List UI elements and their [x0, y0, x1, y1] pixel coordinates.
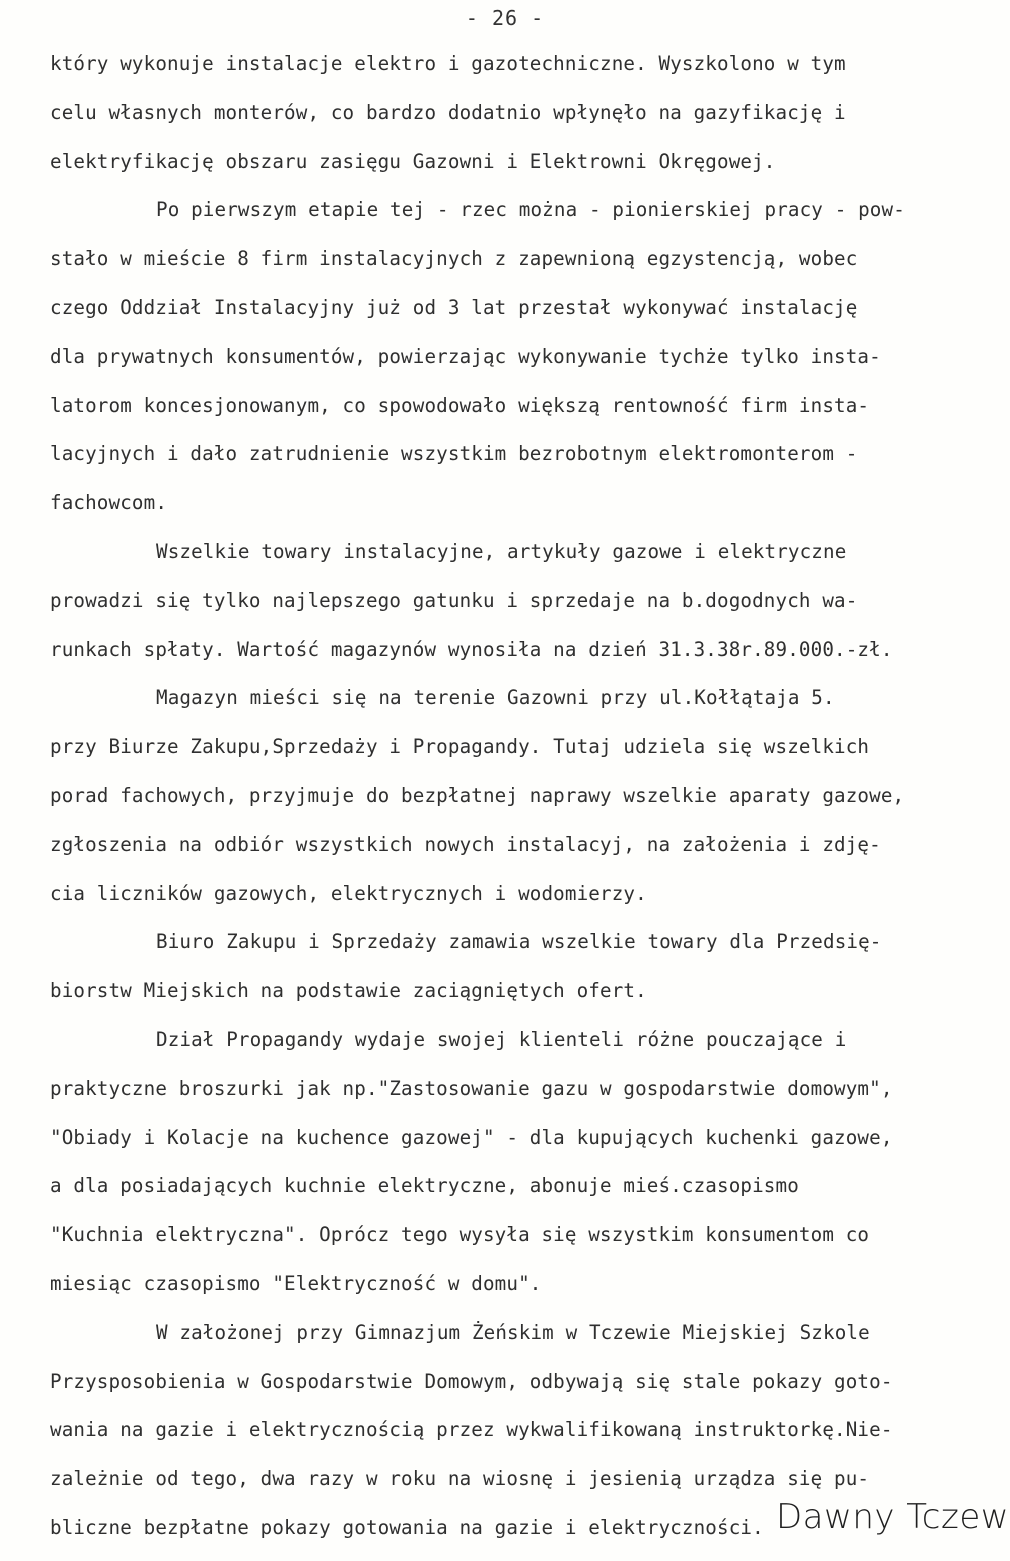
text-line: biorstw Miejskich na podstawie zaciągniętych ofert.: [50, 979, 647, 1003]
text-line: bliczne bezpłatne pokazy gotowania na gazie i elektryczności.: [50, 1515, 764, 1539]
text-line: "Kuchnia elektryczna". Oprócz tego wysyła się wszystkim konsumentom co: [50, 1223, 870, 1247]
paragraph-start-line: Wszelkie towary instalacyjne, artykuły gazowe i elektryczne: [156, 539, 847, 563]
text-line: prowadzi się tylko najlepszego gatunku i sprzedaje na b.dogodnych wa-: [50, 588, 858, 612]
body-text: [50, 48, 990, 1561]
text-line: celu własnych monterów, co bardzo dodatnio wpłynęło na gazyfikację i: [50, 100, 846, 124]
text-line: latorom koncesjonowanym, co spowodowało większą rentowność firm insta-: [50, 393, 870, 417]
paragraph-start-line: Magazyn mieści się na terenie Gazowni przy ul.Kołłątaja 5.: [156, 686, 835, 710]
page-number: - 26 -: [465, 6, 545, 30]
watermark: Dawny Tczew: [776, 1497, 1010, 1537]
text-line: cia liczników gazowych, elektrycznych i wodomierzy.: [50, 881, 647, 905]
text-line: lacyjnych i dało zatrudnienie wszystkim bezrobotnym elektromonterom -: [50, 442, 858, 466]
text-line: porad fachowych, przyjmuje do bezpłatnej naprawy wszelkie aparaty gazowe,: [50, 783, 905, 807]
paragraph-start-line: W założonej przy Gimnazjum Żeńskim w Tczewie Miejskiej Szkole: [156, 1320, 870, 1344]
text-line: elektryfikację obszaru zasięgu Gazowni i Elektrowni Okręgowej.: [50, 149, 776, 173]
paragraph-start-line: Dział Propagandy wydaje swojej klienteli różne pouczające i: [156, 1027, 847, 1051]
text-line: a dla posiadających kuchnie elektryczne, abonuje mieś.czasopismo: [50, 1174, 799, 1198]
paragraph-start-line: Biuro Zakupu i Sprzedaży zamawia wszelkie towary dla Przedsię-: [156, 930, 882, 954]
text-line: przy Biurze Zakupu,Sprzedaży i Propagandy. Tutaj udziela się wszelkich: [50, 735, 870, 759]
text-line: Przysposobienia w Gospodarstwie Domowym, odbywają się stale pokazy goto-: [50, 1369, 893, 1393]
text-line: który wykonuje instalacje elektro i gazotechniczne. Wyszkolono w tym: [50, 52, 846, 75]
text-line: praktyczne broszurki jak np."Zastosowanie gazu w gospodarstwie domowym",: [50, 1076, 893, 1100]
text-line: stało w mieście 8 firm instalacyjnych z zapewnioną egzystencją, wobec: [50, 247, 858, 271]
text-line: dla prywatnych konsumentów, powierzając wykonywanie tychże tylko insta-: [50, 344, 881, 368]
text-line: "Obiady i Kolacje na kuchence gazowej" - dla kupujących kuchenki gazowe,: [50, 1125, 893, 1149]
text-line: czego Oddział Instalacyjny już od 3 lat przestał wykonywać instalację: [50, 295, 858, 319]
text-line: runkach spłaty. Wartość magazynów wynosiła na dzień 31.3.38r.89.000.-zł.: [50, 637, 893, 661]
text-line: zgłoszenia na odbiór wszystkich nowych instalacyj, na założenia i zdję-: [50, 832, 881, 856]
text-line: fachowcom.: [50, 491, 168, 515]
paragraph-start-line: Po pierwszym etapie tej - rzec można - pionierskiej pracy - pow-: [156, 198, 905, 222]
text-line: zależnie od tego, dwa razy w roku na wiosnę i jesienią urządza się pu-: [50, 1467, 870, 1491]
text-line: wania na gazie i elektrycznością przez wykwalifikowaną instruktorkę.Nie-: [50, 1418, 893, 1442]
text-line: miesiąc czasopismo "Elektryczność w domu".: [50, 1271, 542, 1295]
